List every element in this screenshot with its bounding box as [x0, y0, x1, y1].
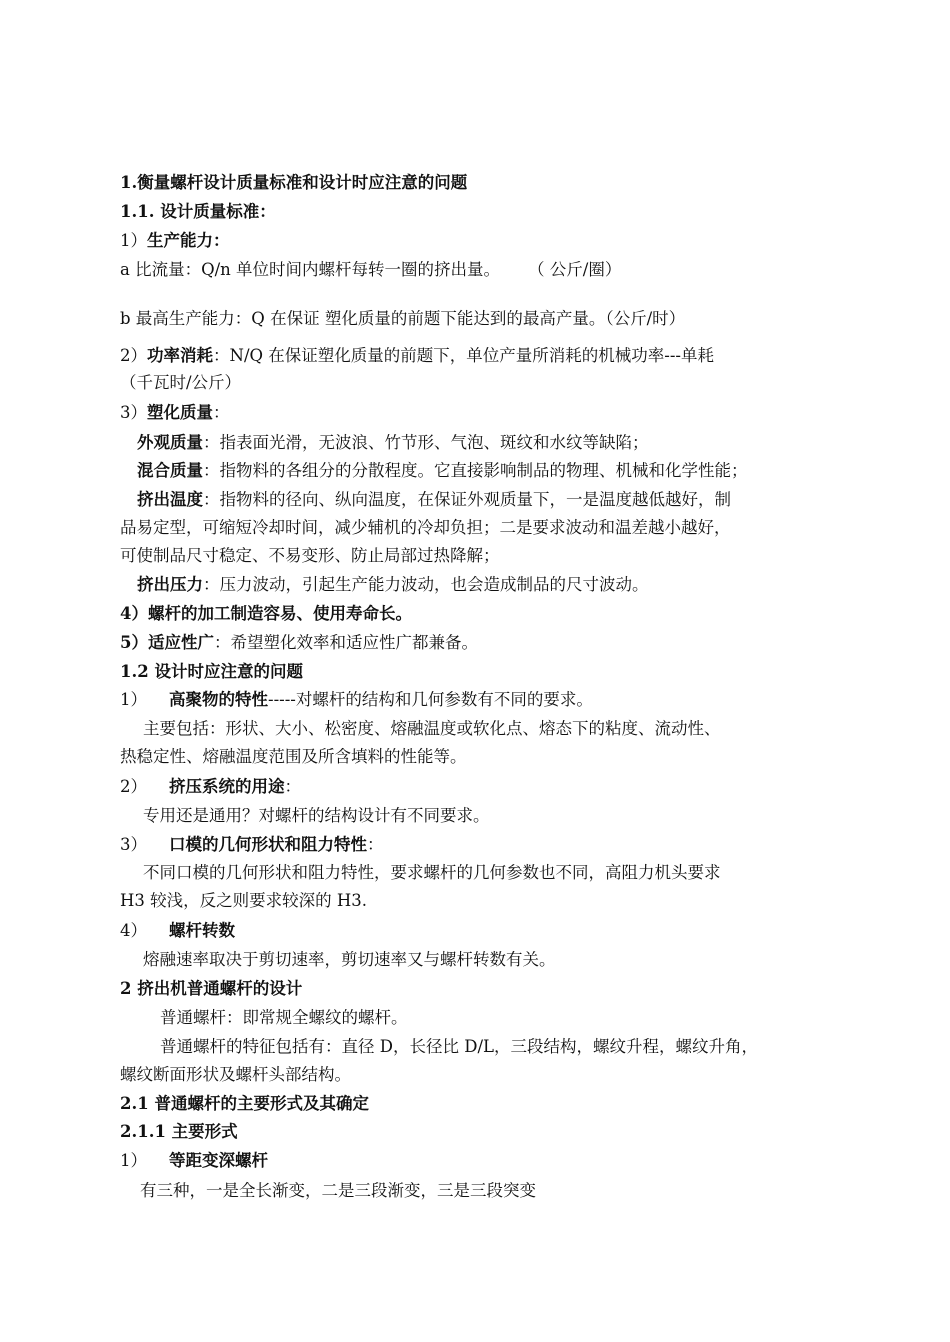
specific-flow-line [120, 259, 860, 281]
extrusion-temperature-cont2: 可使制品尺寸稳定、不易变形、防止局部过热降解； [120, 546, 500, 565]
item-polymer-properties [120, 689, 860, 711]
item-colon: ： [284, 777, 301, 796]
item-number: 2） [120, 346, 147, 365]
item-text: -----对螺杆的结构和几何参数有不同的要求。 [268, 690, 593, 709]
item-text: ：N/Q 在保证塑化质量的前题下，单位产量所消耗的机械功率---单耗 [213, 346, 714, 365]
item-number: 1） [120, 1151, 147, 1170]
item-equal-pitch-screw [120, 1150, 860, 1172]
equal-pitch-screw-body: 有三种，一是全长渐变，二是三段渐变，三是三段突变 [140, 1181, 536, 1200]
polymer-properties-body-cont: 热稳定性、熔融温度范围及所含填料的性能等。 [120, 747, 467, 766]
item-manufacturing: 4）螺杆的加工制造容易、使用寿命长。 [120, 604, 412, 623]
item-title: 5）适应性广 [120, 633, 214, 652]
item-title: 生产能力： [147, 231, 230, 250]
item-number: 2） [120, 777, 147, 796]
heading-1-1: 1.1. 设计质量标准： [120, 202, 276, 221]
heading-2: 2 挤出机普通螺杆的设计 [120, 979, 303, 998]
item-number: 3） [120, 403, 147, 422]
item-number: 1） [120, 231, 147, 250]
item-title: 功率消耗 [147, 346, 213, 365]
item-plasticizing-quality [120, 402, 860, 424]
item-number: 4） [120, 921, 147, 940]
item-title: 等距变深螺杆 [169, 1151, 268, 1170]
die-geometry-body-cont: H3 较浅，反之则要求较深的 H3. [120, 891, 368, 910]
item-title: 挤压系统的用途 [169, 777, 285, 796]
sub-title: 挤出压力 [137, 575, 203, 594]
extrusion-temperature-cont: 品易定型，可缩短冷却时间，减少辅机的冷却负担；二是要求波动和温差越小越好， [120, 518, 731, 537]
item-title: 口模的几何形状和阻力特性 [169, 835, 367, 854]
power-consumption-unit: （千瓦时/公斤） [120, 373, 242, 392]
item-colon: ： [367, 835, 384, 854]
item-die-geometry [120, 834, 860, 856]
extrusion-temperature [137, 489, 877, 511]
item-title: 螺杆转数 [169, 921, 235, 940]
item-text: ：希望塑化效率和适应性广都兼备。 [213, 633, 478, 652]
system-use-body: 专用还是通用？对螺杆的结构设计有不同要求。 [143, 806, 490, 825]
heading-1: 1.衡量螺杆设计质量标准和设计时应注意的问题 [120, 173, 468, 192]
specific-flow-text: a 比流量：Q/n 单位时间内螺杆每转一圈的挤出量。 [120, 260, 501, 279]
item-title: 塑化质量 [147, 403, 213, 422]
item-screw-speed [120, 920, 860, 942]
item-number: 1） [120, 690, 147, 709]
mixing-quality [137, 460, 877, 482]
section-2-para-1: 普通螺杆：即常规全螺纹的螺杆。 [160, 1008, 408, 1027]
appearance-quality [137, 432, 877, 454]
heading-1-2: 1.2 设计时应注意的问题 [120, 662, 303, 681]
polymer-properties-body: 主要包括：形状、大小、松密度、熔融温度或软化点、熔态下的粘度、流动性、 [143, 719, 721, 738]
item-system-use [120, 776, 860, 798]
sub-text: ：指物料的径向、纵向温度，在保证外观质量下，一是温度越低越好，制 [203, 490, 731, 509]
item-colon: ： [213, 403, 230, 422]
die-geometry-body: 不同口模的几何形状和阻力特性，要求螺杆的几何参数也不同，高阻力机头要求 [143, 863, 721, 882]
item-production-capacity [120, 230, 860, 252]
extrusion-pressure [137, 574, 877, 596]
section-2-para-2: 普通螺杆的特征包括有：直径 D，长径比 D/L，三段结构，螺纹升程，螺纹升角， [160, 1037, 758, 1056]
heading-2-1: 2.1 普通螺杆的主要形式及其确定 [120, 1094, 369, 1113]
sub-text: ：指表面光滑，无波浪、竹节形、气泡、斑纹和水纹等缺陷； [203, 433, 649, 452]
sub-text: ：压力波动，引起生产能力波动，也会造成制品的尺寸波动。 [203, 575, 649, 594]
sub-title: 混合质量 [137, 461, 203, 480]
item-power-consumption [120, 345, 860, 367]
heading-2-1-1: 2.1.1 主要形式 [120, 1122, 238, 1141]
max-capacity-line: b 最高生产能力：Q 在保证 塑化质量的前题下能达到的最高产量。（公斤/时） [120, 309, 686, 328]
sub-title: 挤出温度 [137, 490, 203, 509]
item-number: 3） [120, 835, 147, 854]
sub-text: ：指物料的各组分的分散程度。它直接影响制品的物理、机械和化学性能； [203, 461, 748, 480]
item-adaptability [120, 632, 860, 654]
section-2-para-2-cont: 螺纹断面形状及螺杆头部结构。 [120, 1065, 351, 1084]
item-title: 高聚物的特性 [169, 690, 268, 709]
specific-flow-unit: （ 公斤/圈） [528, 260, 622, 279]
sub-title: 外观质量 [137, 433, 203, 452]
screw-speed-body: 熔融速率取决于剪切速率，剪切速率又与螺杆转数有关。 [143, 950, 556, 969]
